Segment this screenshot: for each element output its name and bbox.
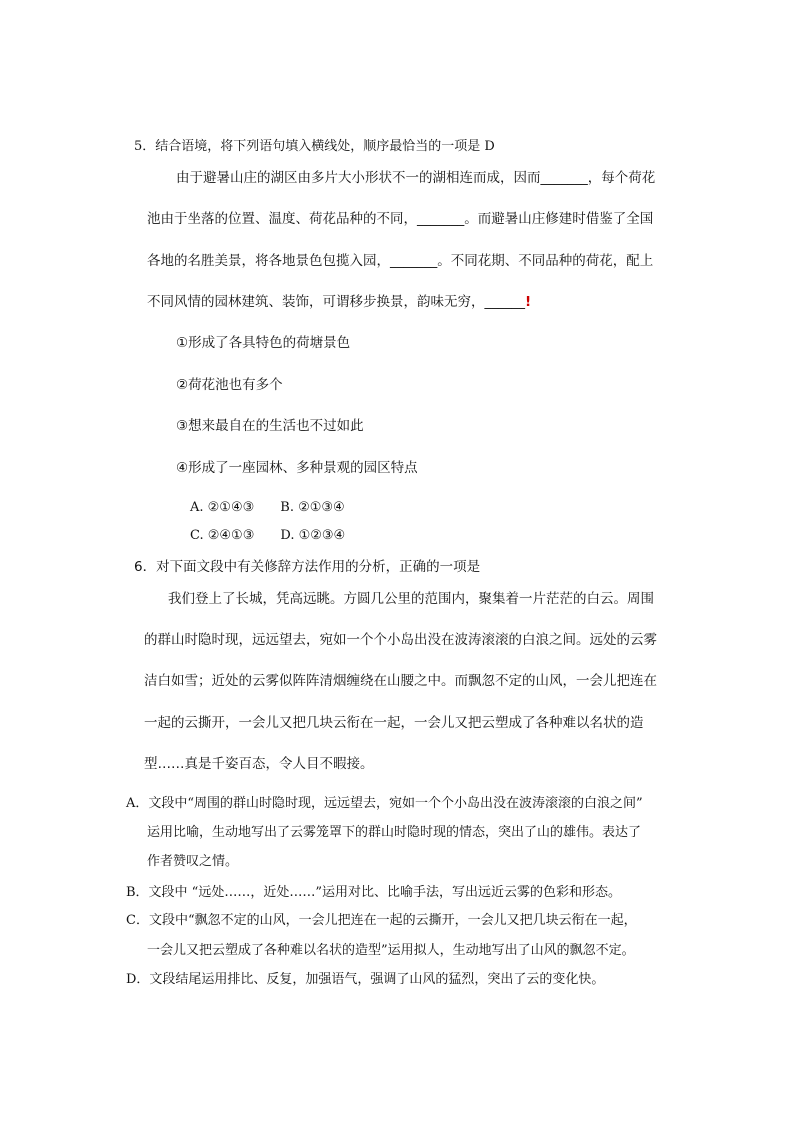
q5-choice-d: D. ①②③④ bbox=[280, 528, 346, 543]
q5-statement-4: ④形成了一座园林、多种景观的园区特点 bbox=[176, 460, 418, 476]
q6-option-b: B．文段中 “远处……，近处……”运用对比、比喻手法，写出远近云雾的色彩和形态。 bbox=[126, 885, 621, 900]
q5-choice-b: B. ②①③④ bbox=[280, 500, 345, 515]
q5-statement-2: ②荷花池也有多个 bbox=[176, 377, 283, 393]
q6-passage-line-1: 我们登上了长城，凭高远眺。方圆几公里的范围内，聚集着一片茫茫的白云。周围 bbox=[168, 591, 654, 607]
q6-option-a-line-3: 作者赞叹之情。 bbox=[147, 854, 239, 869]
q5-passage-line-1: 由于避暑山庄的湖区由多片大小形状不一的湖相连而成，因而_______，每个荷花 bbox=[176, 170, 656, 186]
q5-choice-c: C. ②④①③ bbox=[190, 528, 255, 543]
q5-choices-row-1 bbox=[190, 498, 371, 518]
q6-option-c-line-2: 一会儿又把云塑成了各种难以名状的造型”运用拟人，生动地写出了山风的飘忽不定。 bbox=[147, 943, 635, 958]
q5-choices-row-2 bbox=[190, 526, 371, 546]
q5-choice-a: A. ②①④③ bbox=[190, 500, 255, 515]
q5-passage-line-2: 池由于坐落的位置、温度、荷花品种的不同，_______。而避暑山庄修建时借鉴了全国 bbox=[147, 211, 654, 227]
q5-passage-line-4-text: 不同风情的园林建筑、装饰，可谓移步换景，韵味无穷，______ bbox=[147, 294, 525, 310]
q6-passage-line-4: 一起的云撕开，一会儿又把几块云衔在一起，一会儿又把云塑成了各种难以名状的造 bbox=[144, 715, 644, 731]
q6-passage-line-3: 洁白如雪；近处的云雾似阵阵清烟缠绕在山腰之中。而飘忽不定的山风，一会儿把连在 bbox=[144, 673, 657, 689]
q5-passage-line-3: 各地的名胜美景，将各地景色包揽入园，_______。不同花期、不同品种的荷花，配上 bbox=[147, 253, 654, 269]
q5-passage-mark: ! bbox=[525, 294, 532, 310]
q6-stem: 6．对下面文段中有关修辞方法作用的分析，正确的一项是 bbox=[134, 559, 481, 575]
q6-option-d: D．文段结尾运用排比、反复，加强语气，强调了山风的猛烈，突出了云的变化快。 bbox=[126, 972, 605, 987]
q6-passage-line-2: 的群山时隐时现，远远望去，宛如一个个小岛出没在波涛滚滚的白浪之间。远处的云雾 bbox=[144, 632, 657, 648]
q6-option-a-line-2: 运用比喻，生动地写出了云雾笼罩下的群山时隐时现的情态，突出了山的雄伟。表达了 bbox=[147, 825, 642, 840]
q5-statement-1: ①形成了各具特色的荷塘景色 bbox=[176, 335, 351, 351]
q6-option-a-line-1: A．文段中“周围的群山时隐时现，远远望去，宛如一个个小岛出没在波涛滚滚的白浪之间” bbox=[126, 796, 643, 811]
q5-statement-3: ③想来最自在的生活也不过如此 bbox=[176, 418, 364, 434]
q6-option-c-line-1: C．文段中“飘忽不定的山风，一会儿把连在一起的云撕开，一会儿又把几块云衔在一起， bbox=[126, 913, 637, 928]
q5-stem: 5．结合语境，将下列语句填入横线处，顺序最恰当的一项是 D bbox=[134, 139, 495, 154]
q5-passage-line-4 bbox=[147, 292, 531, 312]
q6-passage-line-5: 型……真是千姿百态，令人目不暇接。 bbox=[144, 756, 374, 772]
